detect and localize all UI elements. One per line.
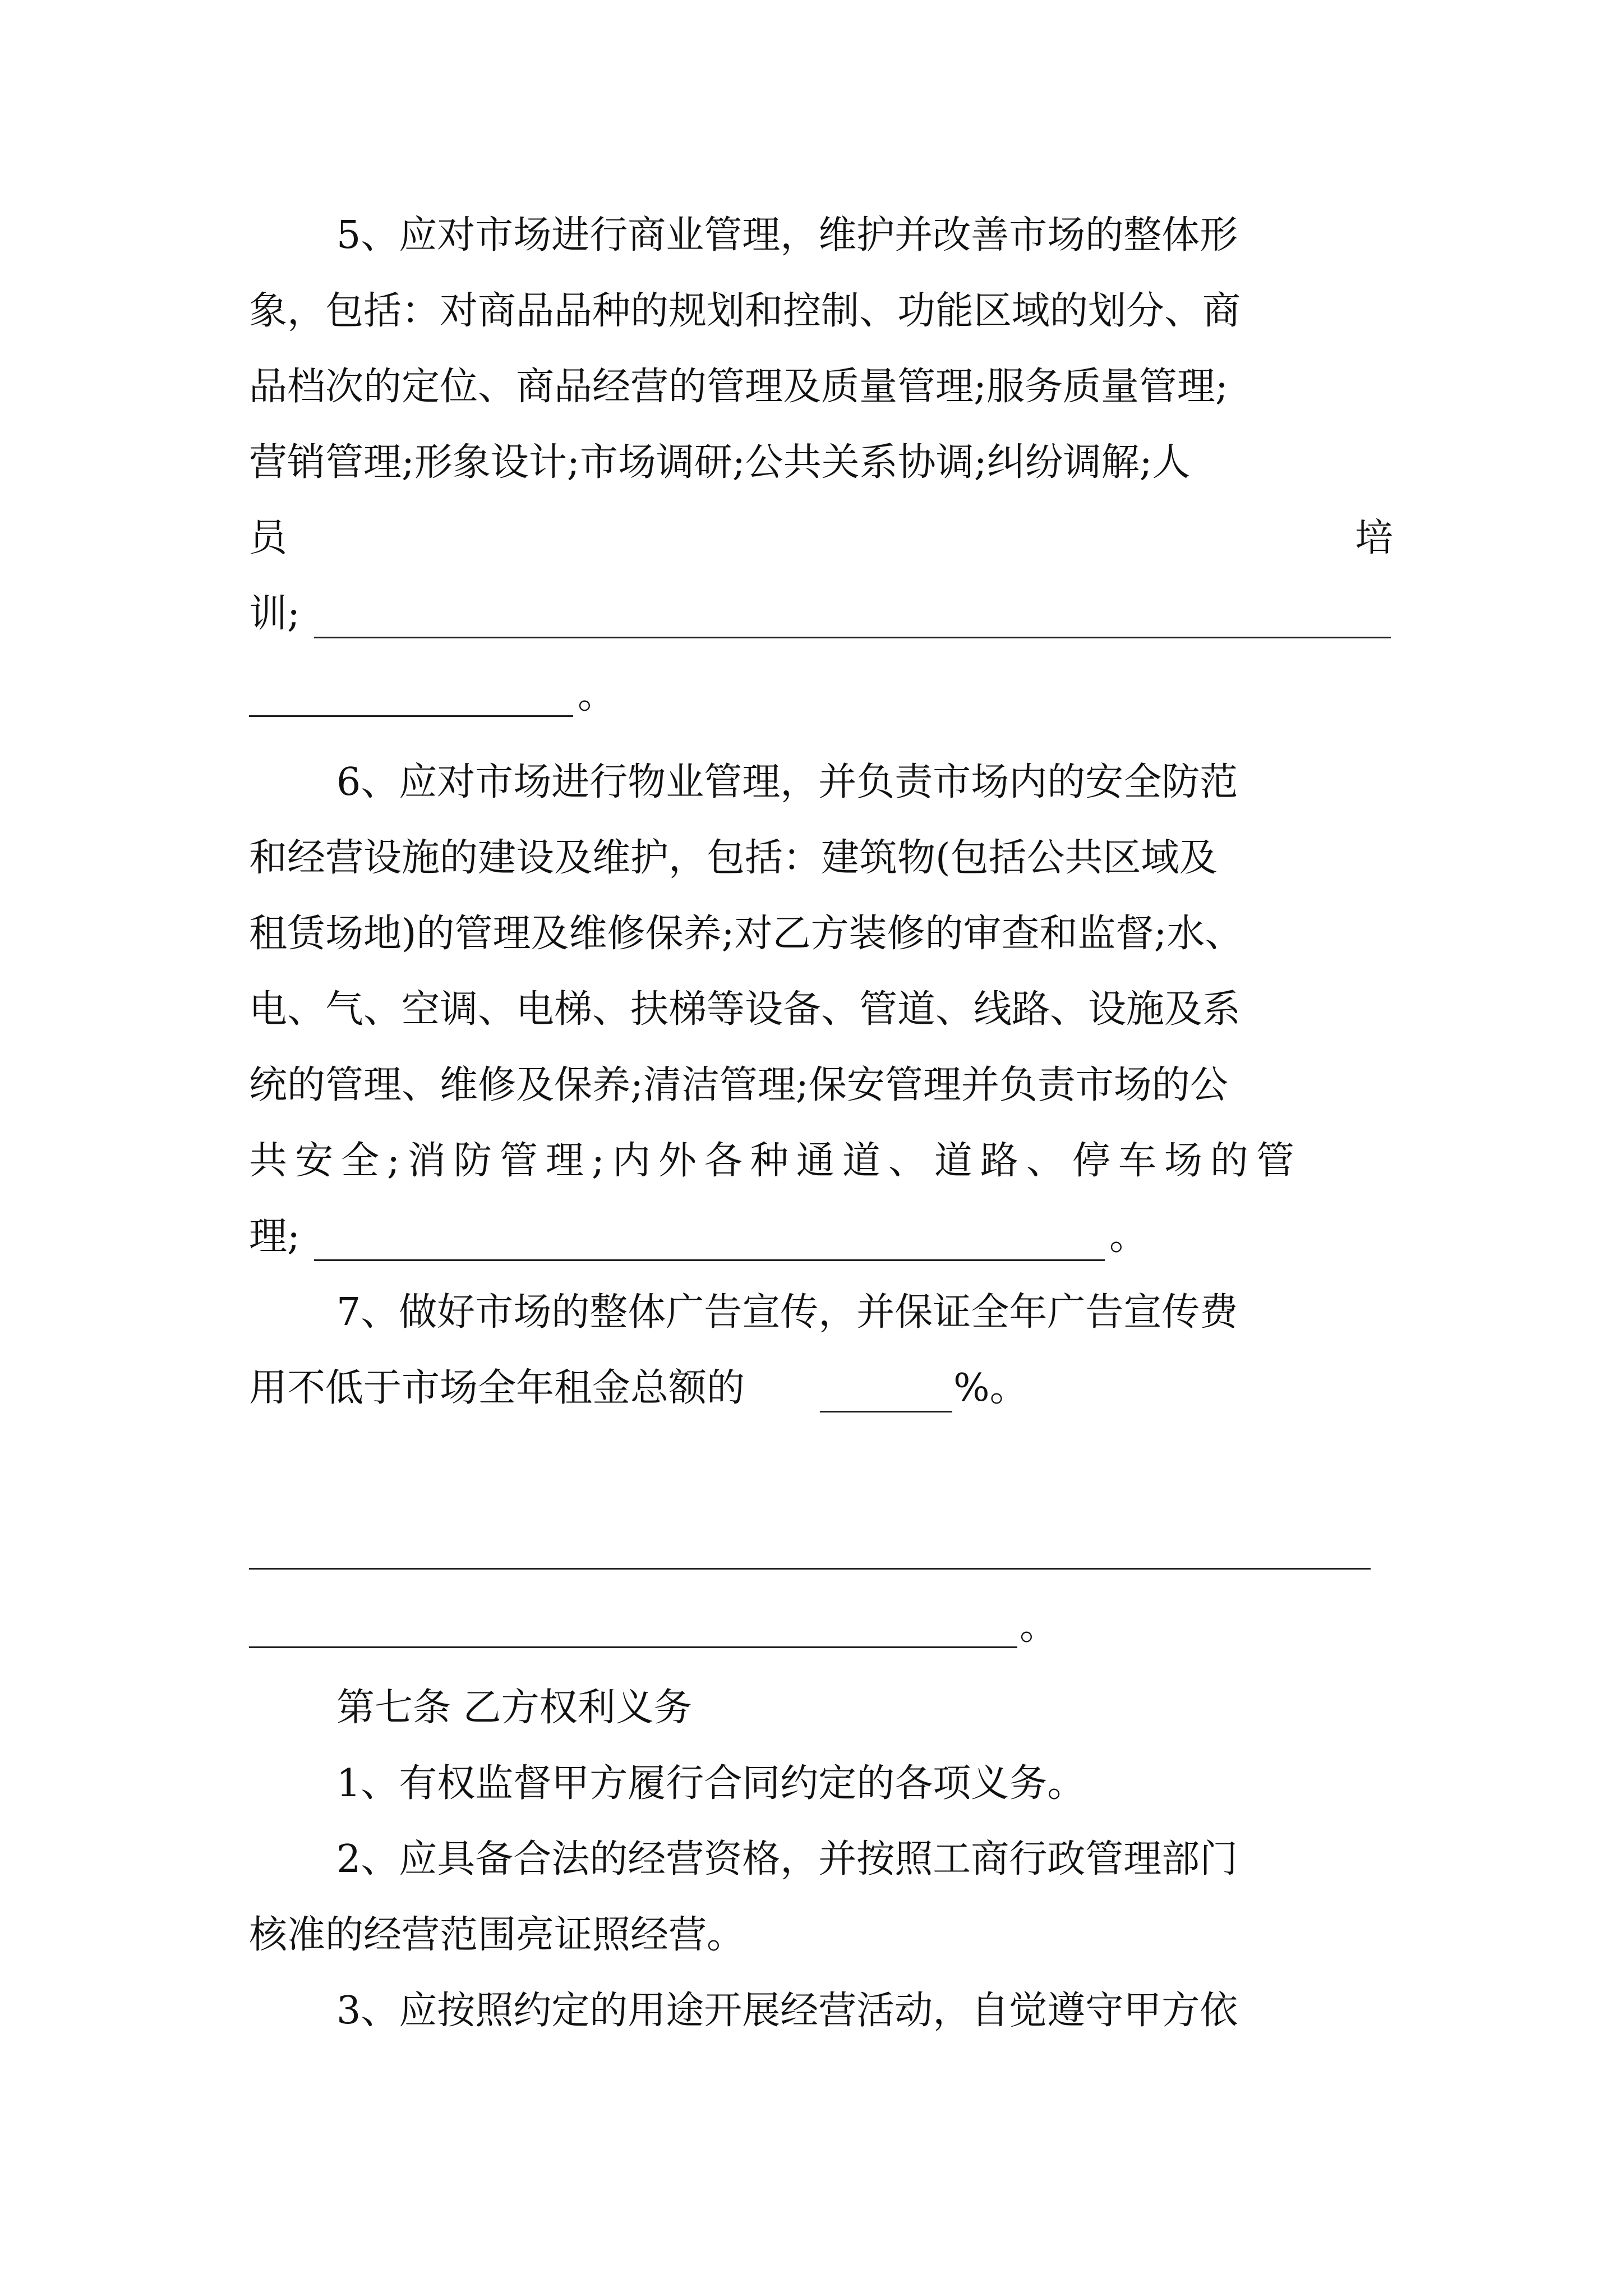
clause6-line7-suffix: 。 <box>1109 1214 1148 1259</box>
clause5-line5 <box>249 510 1393 567</box>
clause5-line3: 品档次的定位、商品经营的管理及质量管理;服务质量管理; <box>249 365 1228 409</box>
clause5-line7-suffix: 。 <box>578 673 616 717</box>
clause6-line7-prefix: 理; <box>249 1214 300 1259</box>
clause5-line4: 营销管理;形象设计;市场调研;公共关系协调;纠纷调解;人 <box>249 440 1191 485</box>
blank-block-line1 <box>249 1568 1371 1570</box>
clause7-line2-prefix: 用不低于市场全年租金总额的 <box>249 1366 745 1410</box>
clause6-line3: 租赁场地)的管理及维修保养;对乙方装修的审查和监督;水、 <box>249 912 1243 956</box>
clause6-line4: 电、气、空调、电梯、扶梯等设备、管道、线路、设施及系 <box>249 987 1241 1032</box>
clause5-line6 <box>249 586 1393 642</box>
clause6-line5: 统的管理、维修及保养;清洁管理;保安管理并负责市场的公 <box>249 1063 1228 1107</box>
clause5-line5-left: 员 <box>249 516 288 560</box>
clause5-line6-prefix: 训; <box>249 592 300 636</box>
clause5-line2: 象，包括：对商品品种的规划和控制、功能区域的划分、商 <box>249 289 1241 333</box>
blank-block-suffix: 。 <box>1020 1604 1058 1649</box>
clause5-blank-line1 <box>314 637 1391 638</box>
clause6-blank <box>314 1259 1105 1261</box>
clause6-line1: 6、应对市场进行物业管理，并负责市场内的安全防范 <box>336 760 1238 804</box>
clause6-line2: 和经营设施的建设及维护，包括：建筑物(包括公共区域及 <box>249 836 1218 880</box>
article7-item2-line1: 2、应具备合法的经营资格，并按照工商行政管理部门 <box>336 1837 1238 1881</box>
clause7-percent-blank <box>820 1411 952 1412</box>
clause6-line7 <box>249 1209 1393 1265</box>
clause7-line1: 7、做好市场的整体广告宣传，并保证全年广告宣传费 <box>336 1290 1238 1335</box>
clause6-line6: 共安全;消防管理;内外各种通道、道路、停车场的管 <box>249 1139 1302 1183</box>
article7-heading: 第七条 乙方权利义务 <box>336 1686 692 1730</box>
blank-block-line2 <box>249 1646 1017 1648</box>
clause5-line5-right: 培 <box>1354 516 1393 560</box>
clause7-line2 <box>249 1360 1393 1416</box>
article7-item3-line1: 3、应按照约定的用途开展经营活动，自觉遵守甲方依 <box>336 1989 1238 2033</box>
clause5-line1: 5、应对市场进行商业管理，维护并改善市场的整体形 <box>336 213 1238 257</box>
article7-item2-line2: 核准的经营范围亮证照经营。 <box>249 1913 745 1957</box>
article7-item1: 1、有权监督甲方履行合同约定的各项义务。 <box>336 1761 1086 1806</box>
clause5-blank-line2 <box>249 715 573 717</box>
clause7-line2-suffix: %。 <box>953 1366 1028 1410</box>
